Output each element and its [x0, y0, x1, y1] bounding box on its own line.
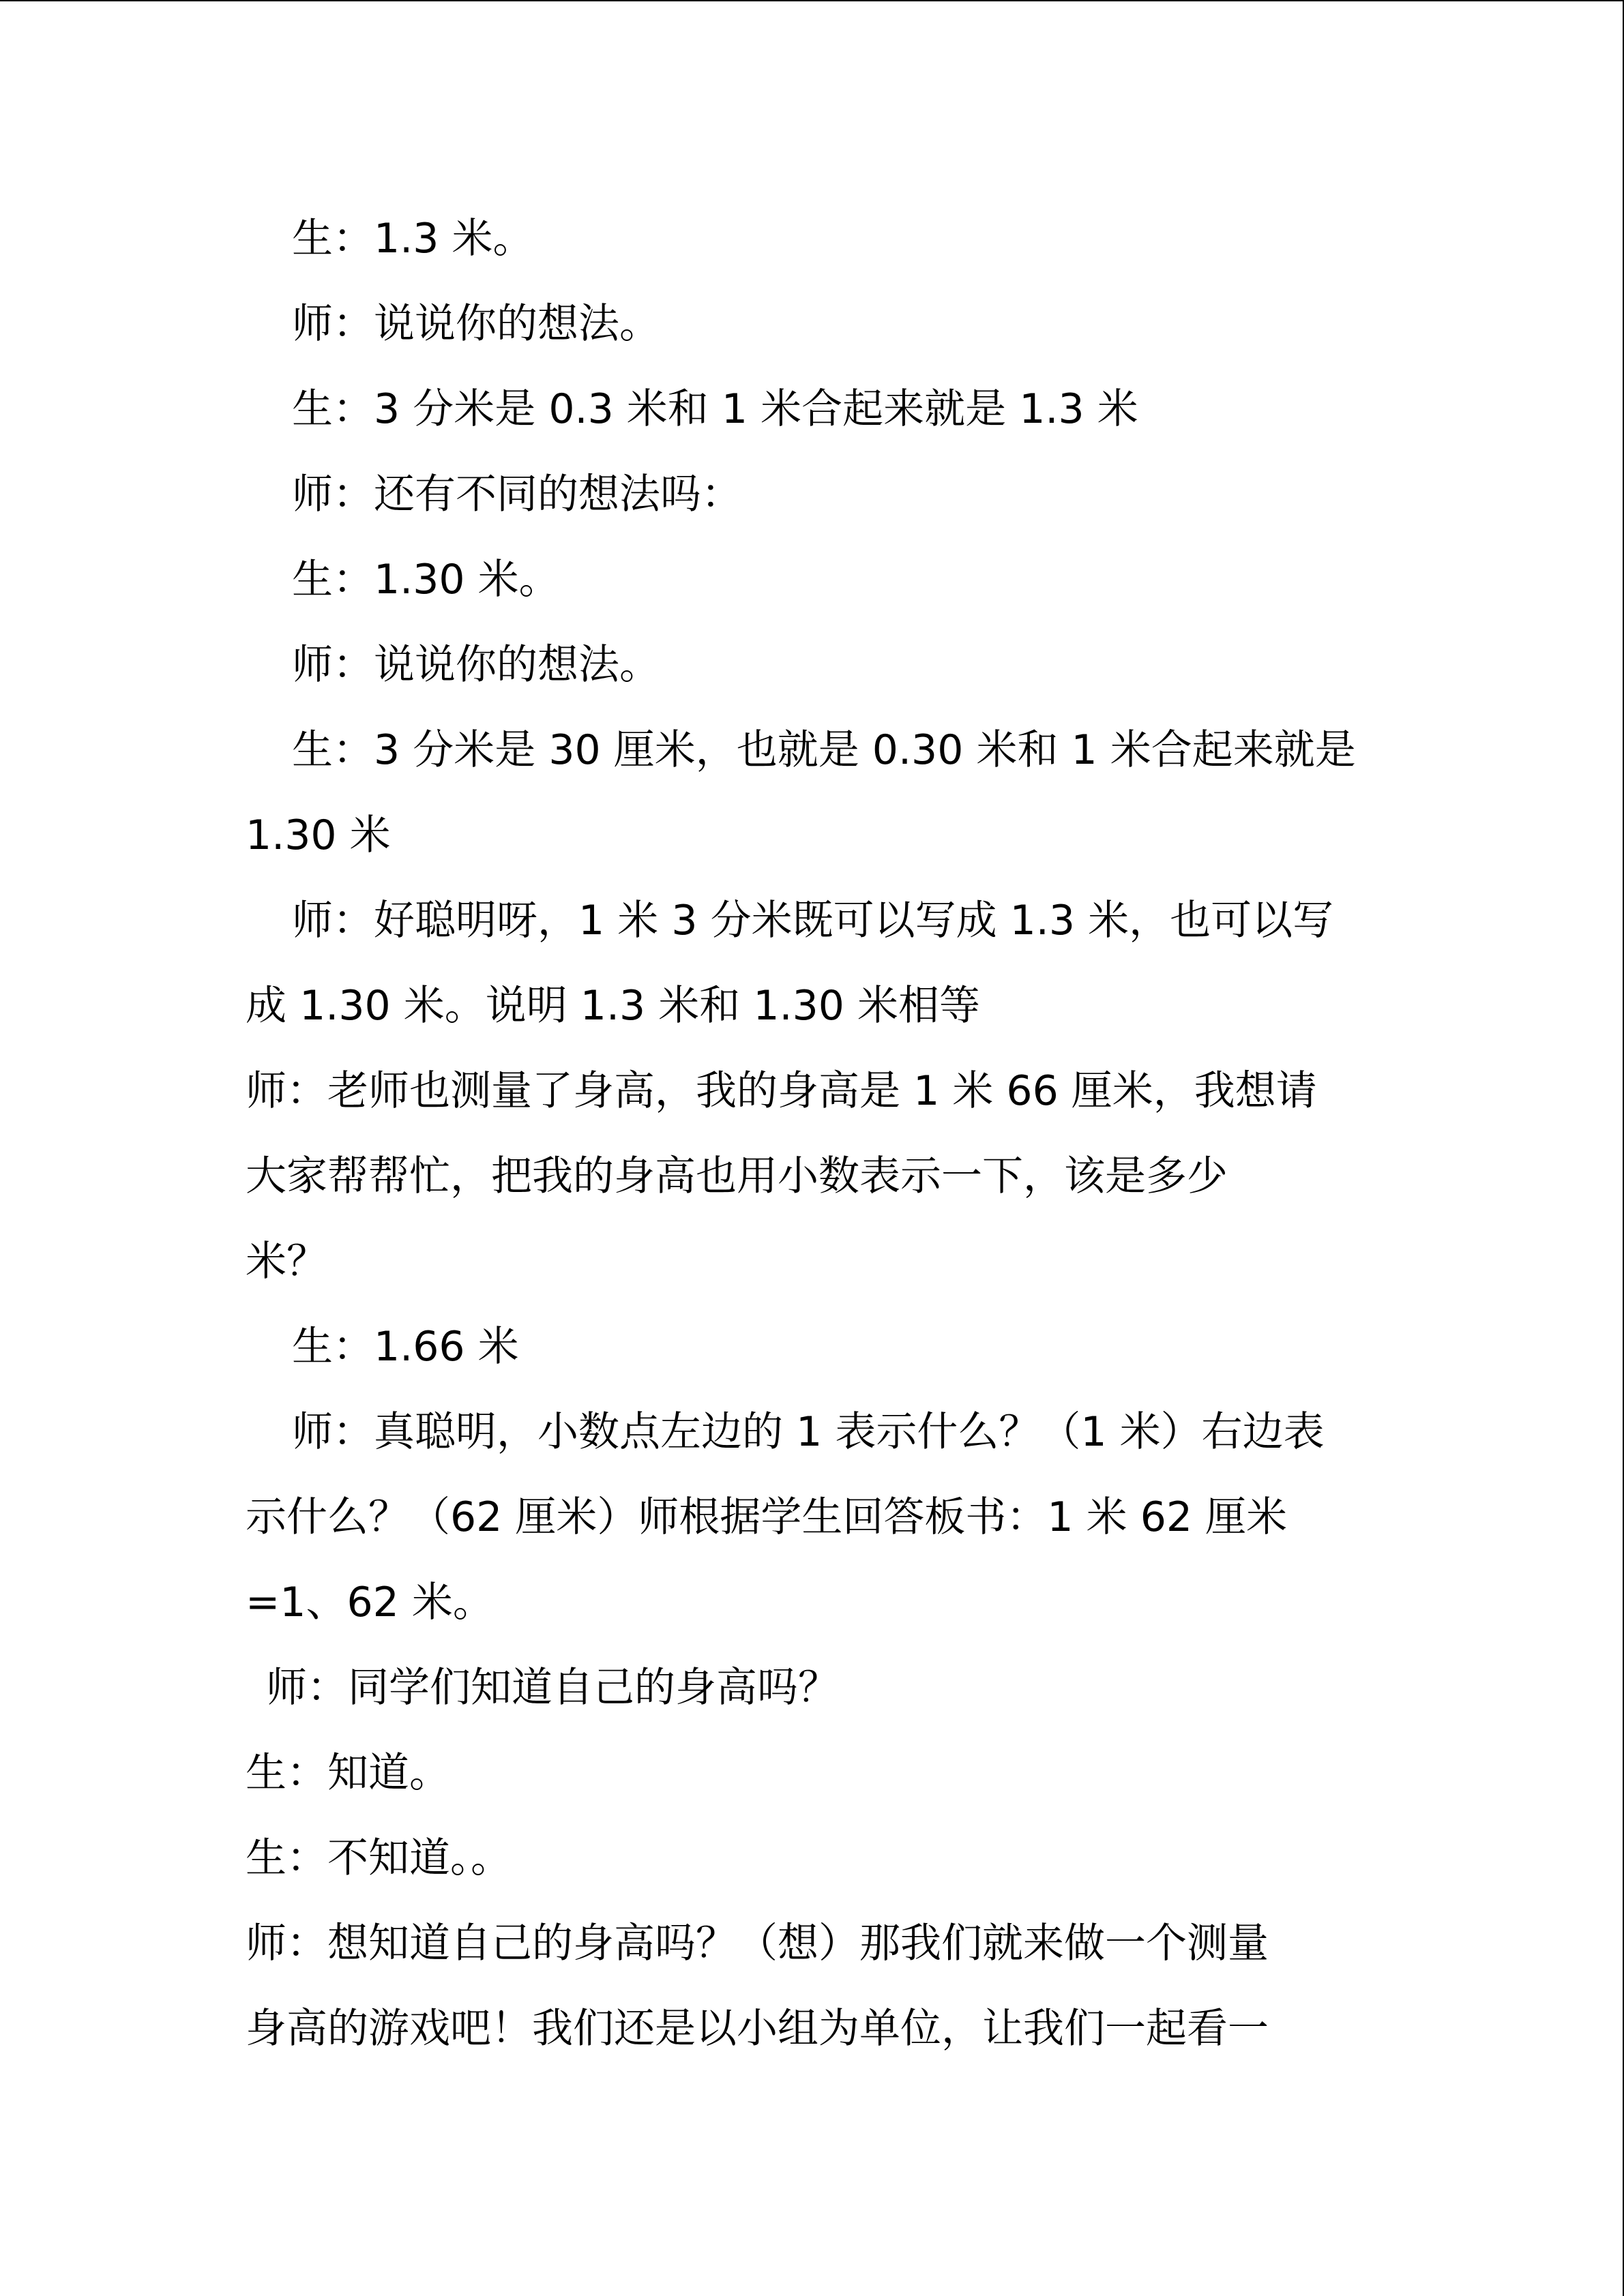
- paragraph-line: 大家帮帮忙，把我的身高也用小数表示一下，该是多少: [246, 1152, 1228, 1200]
- paragraph-line: 生：1.30 米。: [292, 556, 560, 603]
- paragraph-line: 生：不知道。。: [246, 1834, 512, 1882]
- paragraph-line: 身高的游戏吧！我们还是以小组为单位，让我们一起看一: [246, 2005, 1269, 2053]
- paragraph-line: 师：同学们知道自己的身高吗？: [266, 1664, 839, 1712]
- paragraph-line: 师：老师也测量了身高，我的身高是 1 米 66 厘米，我想请: [246, 1067, 1317, 1115]
- paragraph-line: 生：1.66 米: [292, 1323, 519, 1371]
- paragraph-line: 成 1.30 米。说明 1.3 米和 1.30 米相等: [246, 982, 981, 1030]
- paragraph-line: 师：还有不同的想法吗：: [292, 471, 742, 518]
- paragraph-line: 示什么？（62 厘米）师根据学生回答板书：1 米 62 厘米: [246, 1493, 1288, 1541]
- paragraph-line: 生：3 分米是 30 厘米，也就是 0.30 米和 1 米合起来就是: [292, 726, 1356, 774]
- paragraph-line: 师：说说你的想法。: [292, 641, 660, 689]
- paragraph-line: 师：想知道自己的身高吗？（想）那我们就来做一个测量: [246, 1920, 1269, 1967]
- paragraph-line: 生：知道。: [246, 1749, 450, 1797]
- paragraph-line: 生：1.3 米。: [292, 215, 534, 263]
- paragraph-line: 师：说说你的想法。: [292, 300, 660, 348]
- paragraph-line: 1.30 米: [246, 811, 391, 859]
- paragraph-line: 师：真聪明，小数点左边的 1 表示什么？（1 米）右边表: [292, 1408, 1325, 1456]
- paragraph-line: 生：3 分米是 0.3 米和 1 米合起来就是 1.3 米: [292, 385, 1138, 433]
- paragraph-line: 师：好聪明呀，1 米 3 分米既可以写成 1.3 米，也可以写: [292, 897, 1334, 944]
- paragraph-line: =1、62 米。: [246, 1579, 494, 1626]
- document-body: [246, 196, 1391, 2072]
- paragraph-line: 米？: [246, 1238, 327, 1285]
